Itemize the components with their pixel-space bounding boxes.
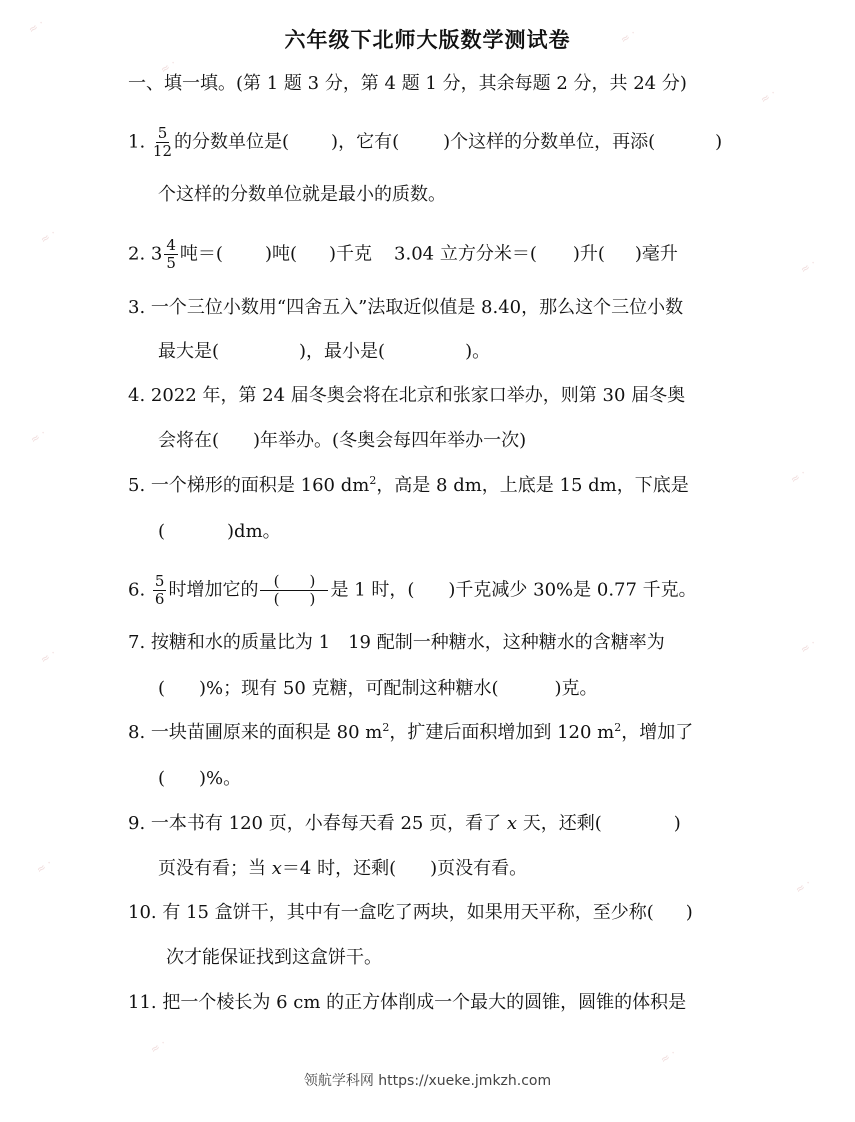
question-8-line-2: ( )%。 bbox=[158, 768, 242, 789]
question-8: 8. 一块苗圃原来的面积是 80 $m^2$，扩建后面积增加到 120 $m^2$，增加了 bbox=[128, 721, 694, 743]
page-title: 六年级下北师大版数学测试卷 bbox=[284, 28, 571, 52]
question-number: 1. bbox=[128, 131, 146, 153]
question-number: 5. bbox=[128, 475, 146, 496]
fraction: $\frac{4}{5}$ bbox=[166, 236, 176, 272]
blank-fraction: $\frac{( )}{( )}$ bbox=[260, 573, 328, 608]
question-3-line-2: 最大是( )，最小是( )。 bbox=[158, 341, 491, 362]
question-number: 3. bbox=[128, 297, 146, 318]
question-11: 11. 把一个棱长为 6 cm 的正方体削成一个最大的圆锥，圆锥的体积是 bbox=[128, 992, 687, 1013]
question-10: 10. 有 15 盒饼干，其中有一盒吃了两块，如果用天平称，至少称( ) bbox=[128, 902, 693, 923]
question-number: 11. bbox=[128, 992, 157, 1013]
question-1-line-2: 个这样的分数单位就是最小的质数。 bbox=[158, 184, 446, 205]
question-5: 5. 一个梯形的面积是 160 $dm^2$，高是 8 dm，上底是 15 dm，下底是 bbox=[128, 474, 689, 496]
question-5-line-2: ( )dm。 bbox=[158, 521, 281, 542]
question-4-line-2: 会将在( )年举办。(冬奥会每四年举办一次) bbox=[158, 430, 527, 451]
question-3: 3. 一个三位小数用“四舍五入”法取近似值是 8.40，那么这个三位小数 bbox=[128, 297, 684, 318]
question-1: 1. $\frac{5}{12}$ 的分数单位是( )，它有( )个这样的分数单位，再添( ) bbox=[128, 124, 723, 160]
question-number: 9. bbox=[128, 813, 146, 834]
question-6: 6. $\frac{5}{6}$ 时增加它的 $\frac{( )}{( )}$ 是 1 时，( )千克减少 30%是 0.77 千克。 bbox=[128, 572, 697, 608]
question-2: 2. 3 $\frac{4}{5}$ 吨＝( )吨( )千克 3.04 立方分米＝( )升( )毫升 bbox=[128, 236, 678, 272]
question-7-line-2: ( )%；现有 50 克糖，可配制这种糖水( )克。 bbox=[158, 678, 598, 699]
question-number: 8. bbox=[128, 722, 146, 743]
question-number: 4. bbox=[128, 385, 146, 406]
question-9: 9. 一本书有 120 页，小春每天看 25 页，看了 x 天，还剩( ) bbox=[128, 813, 681, 834]
footer-source: 领航学科网 https://xueke.jmkzh.com bbox=[303, 1073, 552, 1089]
fraction: $\frac{5}{12}$ bbox=[152, 124, 173, 160]
question-number: 7. bbox=[128, 632, 146, 653]
question-number: 10. bbox=[128, 902, 157, 923]
question-9-line-2: 页没有看；当 x＝4 时，还剩( )页没有看。 bbox=[158, 858, 528, 879]
question-10-line-2: 次才能保证找到这盒饼干。 bbox=[166, 947, 382, 968]
question-4: 4. 2022 年，第 24 届冬奥会将在北京和张家口举办，则第 30 届冬奥 bbox=[128, 385, 686, 406]
question-7: 7. 按糖和水的质量比为 1 19 配制一种糖水，这种糖水的含糖率为 bbox=[128, 632, 665, 653]
section-heading: 一、填一填。(第 1 题 3 分，第 4 题 1 分，其余每题 2 分，共 24 分) bbox=[128, 73, 687, 94]
fraction: $\frac{5}{6}$ bbox=[154, 572, 165, 608]
question-number: 6. bbox=[128, 579, 146, 601]
question-number: 2. bbox=[128, 243, 146, 265]
